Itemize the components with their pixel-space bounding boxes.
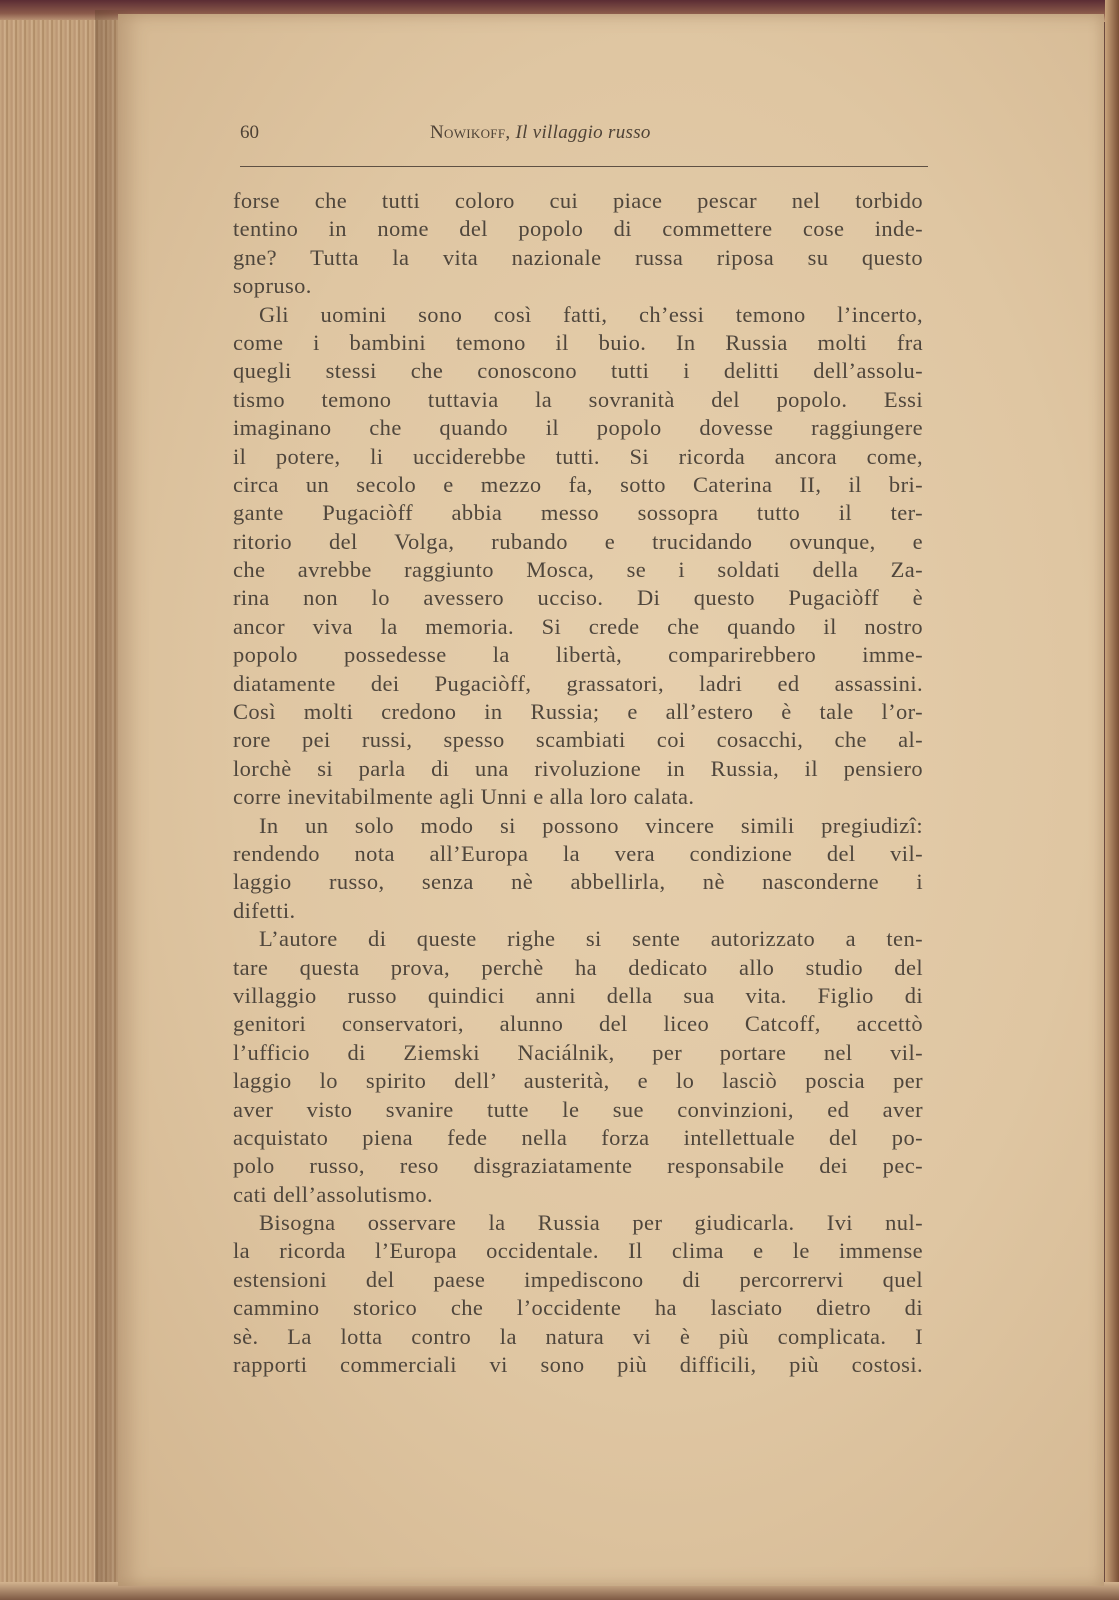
text-line: che avrebbe raggiunto Mosca, se i soldati della Za- [233,557,923,583]
running-header [240,122,928,152]
text-line: cati dell’assolutismo. [233,1181,434,1207]
text-line: tismo temono tuttavia la sovranità del popolo. Essi [233,386,923,412]
page-number: 60 [240,122,259,143]
text-line: forse che tutti coloro cui piace pescar nel torbido [233,188,923,213]
text-line: ancor viva la memoria. Si crede che quando il nostro [233,613,923,639]
text-line: gne? Tutta la vita nazionale russa riposa su questo [233,244,923,270]
text-line: genitori conservatori, alunno del liceo Catcoff, accettò [233,1011,923,1037]
text-line: la ricorda l’Europa occidentale. Il clima e le immense [233,1238,923,1264]
text-line: tare questa prova, perchè ha dedicato allo studio del [233,954,923,980]
text-line: rore pei russi, spesso scambiati coi cosacchi, che al- [233,727,923,753]
text-line: ritorio del Volga, rubando e trucidando ovunque, e [233,528,923,554]
text-line: imaginano che quando il popolo dovesse raggiungere [233,415,923,441]
text-line: circa un secolo e mezzo fa, sotto Caterina II, il bri- [233,471,923,497]
text-line: villaggio russo quindici anni della sua vita. Figlio di [233,982,923,1008]
text-line: laggio russo, senza nè abbellirla, nè nasconderne i [233,869,923,895]
text-line: laggio lo spirito dell’ austerità, e lo lasciò poscia per [233,1068,923,1094]
text-line: tentino in nome del popolo di commettere cose inde- [233,216,923,242]
text-line: L’autore di queste righe si sente autorizzato a ten- [259,926,923,952]
text-line: come i bambini temono il buio. In Russia molti fra [233,329,923,355]
running-title [430,122,651,144]
text-line: quegli stessi che conoscono tutti i delitti dell’assolu- [233,358,923,384]
book-cover-edge-right [1105,0,1119,1600]
text-line: rendendo nota all’Europa la vera condizione del vil- [233,840,923,866]
text-line: estensioni del paese impediscono di percorrervi quel [233,1266,923,1292]
text-line: rapporti commerciali vi sono più difficili, più costosi. [233,1352,923,1378]
text-line: rina non lo avessero ucciso. Di questo Pugaciòff è [233,585,923,611]
text-line: sè. La lotta contro la natura vi è più complicata. I [233,1323,923,1349]
text-line: acquistato piena fede nella forza intellettuale del po- [233,1124,923,1150]
text-line: l’ufficio di Ziemski Naciálnik, per portare nel vil- [233,1039,923,1065]
header-rule [240,166,928,167]
running-title-author: Nowikoff, [430,122,511,143]
text-line: cammino storico che l’occidente ha lasciato dietro di [233,1295,923,1321]
text-line: lorchè si parla di una rivoluzione in Russia, il pensiero [233,755,923,781]
body-text [233,187,923,1379]
text-line: polo russo, reso disgraziatamente responsabile dei pec- [233,1153,923,1179]
text-line: diatamente dei Pugaciòff, grassatori, ladri ed assassini. [233,670,923,696]
text-line: aver visto svanire tutte le sue convinzioni, ed aver [233,1096,923,1122]
text-line: difetti. [233,897,296,923]
text-line: Gli uomini sono così fatti, ch’essi temono l’incerto, [259,301,923,327]
text-line: gante Pugaciòff abbia messo sossopra tutto il ter- [233,500,923,526]
text-line: il potere, li ucciderebbe tutti. Si ricorda ancora come, [233,443,923,469]
text-line: sopruso. [233,273,312,299]
text-line: Bisogna osservare la Russia per giudicarla. Ivi nul- [259,1210,923,1236]
text-line: In un solo modo si possono vincere simili pregiudizî: [259,812,923,838]
text-line: corre inevitabilmente agli Unni e alla loro calata. [233,784,695,810]
running-title-work: Il villaggio russo [515,122,651,143]
text-line: popolo possedesse la libertà, comparirebbero imme- [233,642,923,668]
text-line: Così molti credono in Russia; e all’estero è tale l’or- [233,699,923,725]
